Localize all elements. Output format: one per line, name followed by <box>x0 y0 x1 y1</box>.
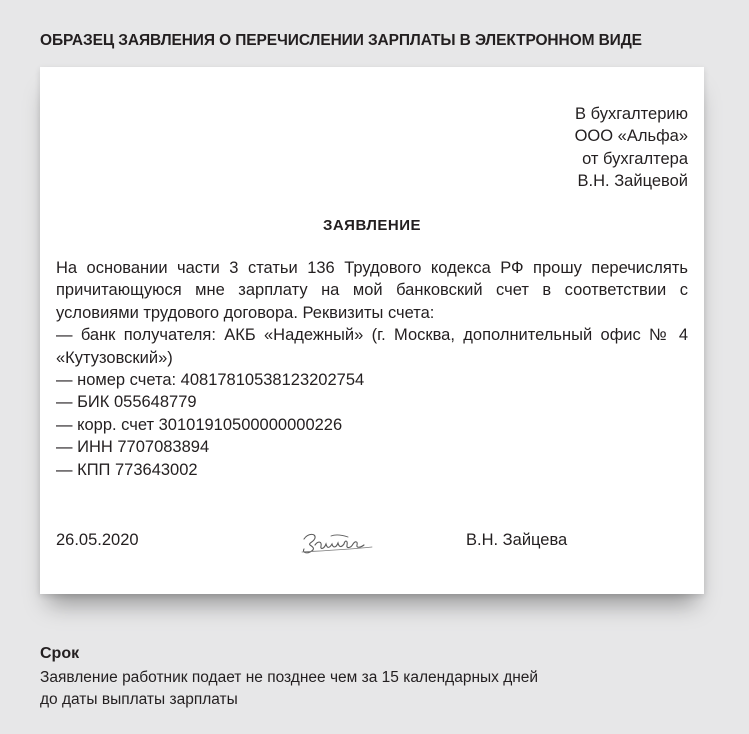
addressee-block <box>575 103 688 192</box>
requisite-inn: — ИНН 7707083894 <box>56 438 210 457</box>
body-paragraph: На основании части 3 статьи 136 Трудового кодекса РФ прошу перечислять причитающуюся мне зарплату на мой банковский счет в соответствии с условиями трудового договора. Реквизиты счета: <box>56 259 688 322</box>
requisite-kpp: — КПП 773643002 <box>56 460 198 479</box>
requisite-account: — номер счета: 40817810538123202754 <box>56 371 365 390</box>
requisite-corr-account: — корр. счет 30101910500000000226 <box>56 415 343 434</box>
document-title: ЗАЯВЛЕНИЕ <box>322 217 422 234</box>
document-body <box>56 257 688 481</box>
requisite-bank: — банк получателя: АКБ «Надежный» (г. Москва, дополнительный офис № 4 <box>56 326 688 345</box>
signer-name: В.Н. Зайцева <box>466 531 568 549</box>
addressee-line: В бухгалтерию <box>575 105 688 123</box>
requisite-bank-cont: «Кутузовский») <box>56 348 173 367</box>
handwritten-signature <box>298 525 378 559</box>
note-heading: Срок <box>40 645 80 662</box>
addressee-line: В.Н. Зайцевой <box>577 171 688 190</box>
note-line: Заявление работник подает не позднее чем за 15 календарных дней <box>40 669 539 686</box>
requisite-bik: — БИК 055648779 <box>56 393 197 412</box>
page-title: ОБРАЗЕЦ ЗАЯВЛЕНИЯ О ПЕРЕЧИСЛЕНИИ ЗАРПЛАТЫ В ЭЛЕКТРОННОМ ВИДЕ <box>40 32 642 49</box>
addressee-line: ООО «Альфа» <box>574 127 688 146</box>
note-text <box>40 667 538 711</box>
note-line: до даты выплаты зарплаты <box>40 691 238 708</box>
document-sheet <box>40 67 704 594</box>
document-date: 26.05.2020 <box>56 531 139 549</box>
addressee-line: от бухгалтера <box>582 149 688 168</box>
